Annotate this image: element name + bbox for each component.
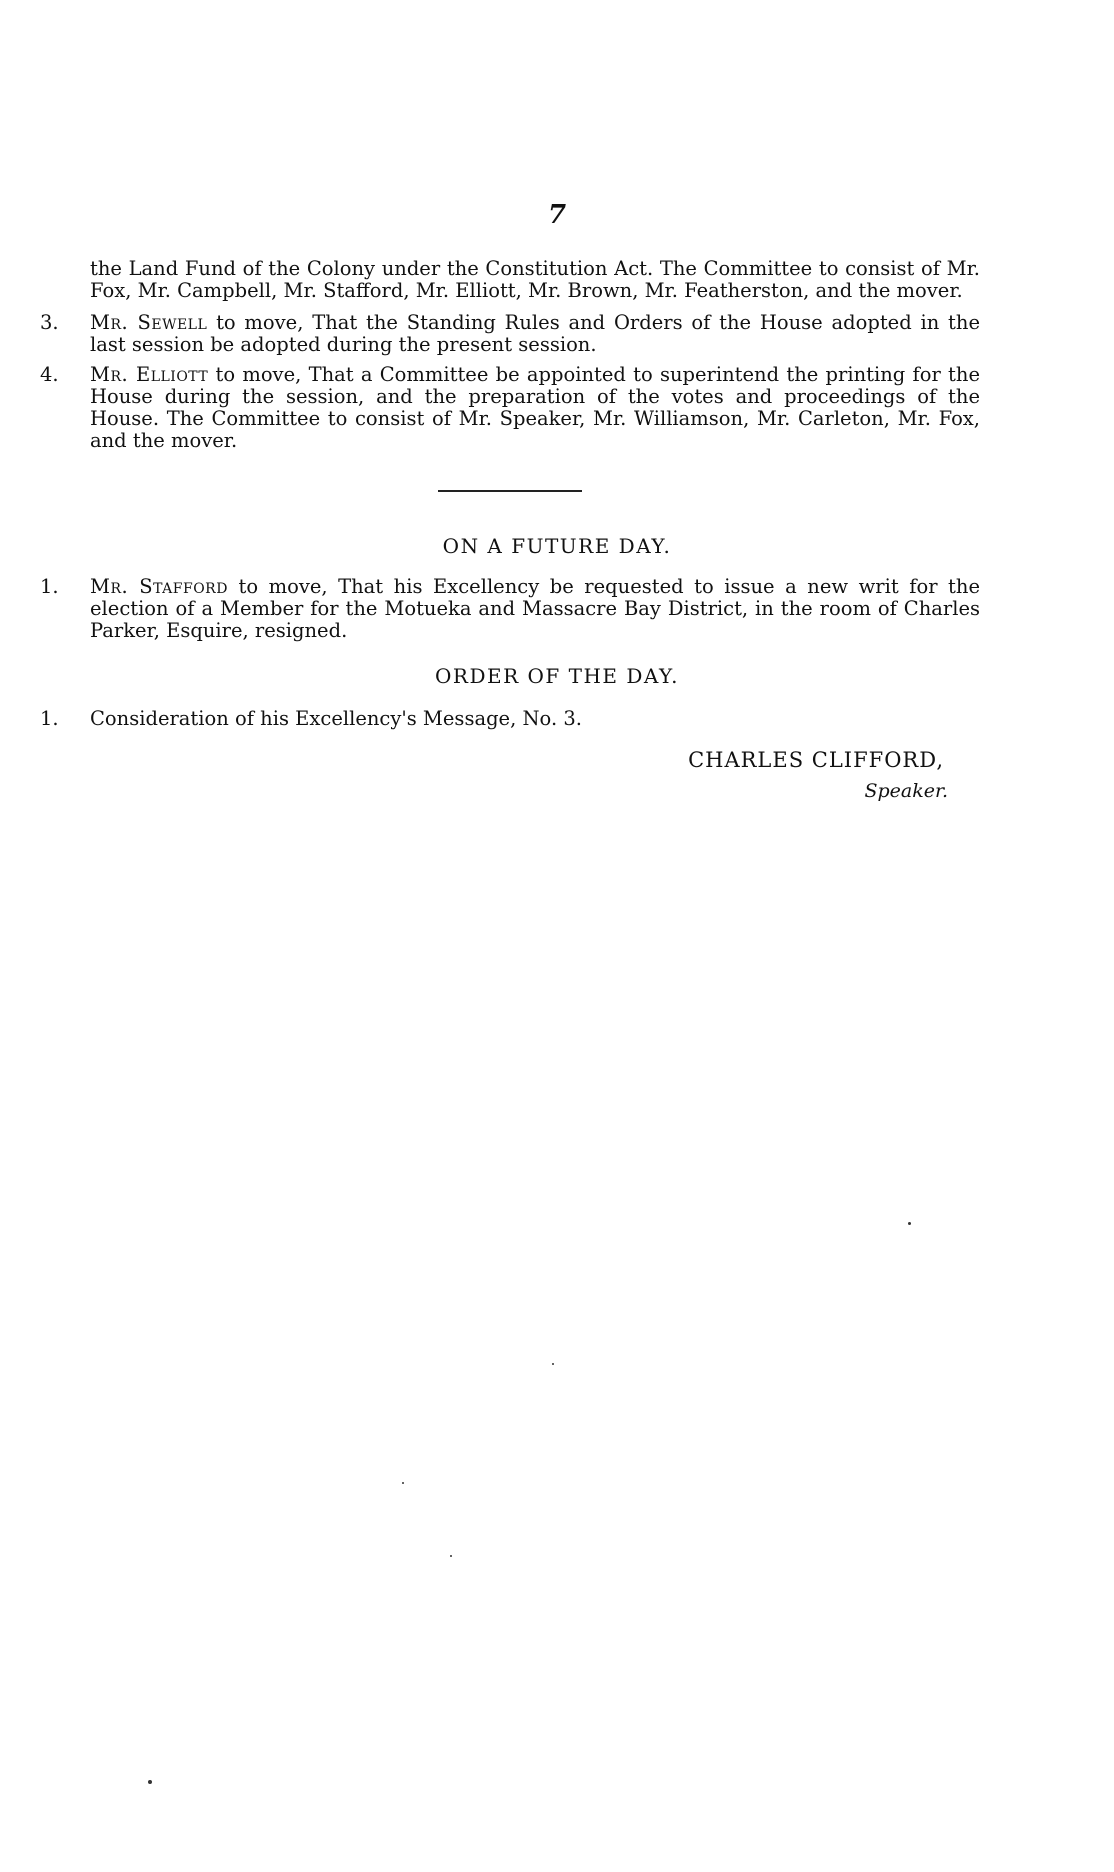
order-of-day-heading: ORDER OF THE DAY. <box>434 664 680 688</box>
signature-title: Speaker. <box>864 780 948 802</box>
item-body <box>90 364 980 452</box>
scan-speck <box>908 1222 911 1225</box>
item-body <box>90 312 980 356</box>
item-number: 1. <box>40 707 59 730</box>
item-number: 1. <box>40 575 59 598</box>
signature-name: CHARLES CLIFFORD, <box>688 748 944 772</box>
item-text: to move, That his Excellency be requested to issue a new writ for the election of a Member for the Motueka and Massacre Bay District, in the room of Charles Parker, Esquire, resigned. <box>90 575 980 642</box>
member-name: Mr. Sewell <box>90 311 208 334</box>
scan-speck <box>148 1780 152 1784</box>
item-number: 3. <box>40 311 59 334</box>
order-of-day-item <box>40 708 980 730</box>
future-day-heading: ON A FUTURE DAY. <box>442 534 672 558</box>
future-day-item <box>40 576 980 642</box>
scan-speck <box>402 1482 404 1484</box>
item-body: Consideration of his Excellency's Message, No. 3. <box>90 707 582 730</box>
motion-item-4 <box>40 364 980 452</box>
item-body <box>90 576 980 642</box>
continuation-paragraph: the Land Fund of the Colony under the Constitution Act. The Committee to consist of Mr. Fox, Mr. Campbell, Mr. Stafford, Mr. Elliott, Mr. Brown, Mr. Featherston, and the mover. <box>90 257 980 302</box>
page-number: 7 <box>547 200 567 230</box>
item-text: to move, That a Committee be appointed to superintend the printing for the House during the session, and the preparation of the votes and proceedings of the House. The Committee to consist of Mr. Speaker, Mr. Williamson, Mr. Carleton, Mr. Fox, and the mover. <box>90 363 980 452</box>
item-text: to move, That the Standing Rules and Orders of the House adopted in the last session be adopted during the present session. <box>90 311 980 356</box>
scan-speck <box>552 1363 554 1365</box>
member-name: Mr. Stafford <box>90 575 228 598</box>
section-divider <box>438 490 582 492</box>
scan-speck <box>450 1555 452 1557</box>
member-name: Mr. Elliott <box>90 363 209 386</box>
item-number: 4. <box>40 363 59 386</box>
motion-item-3 <box>40 312 980 356</box>
